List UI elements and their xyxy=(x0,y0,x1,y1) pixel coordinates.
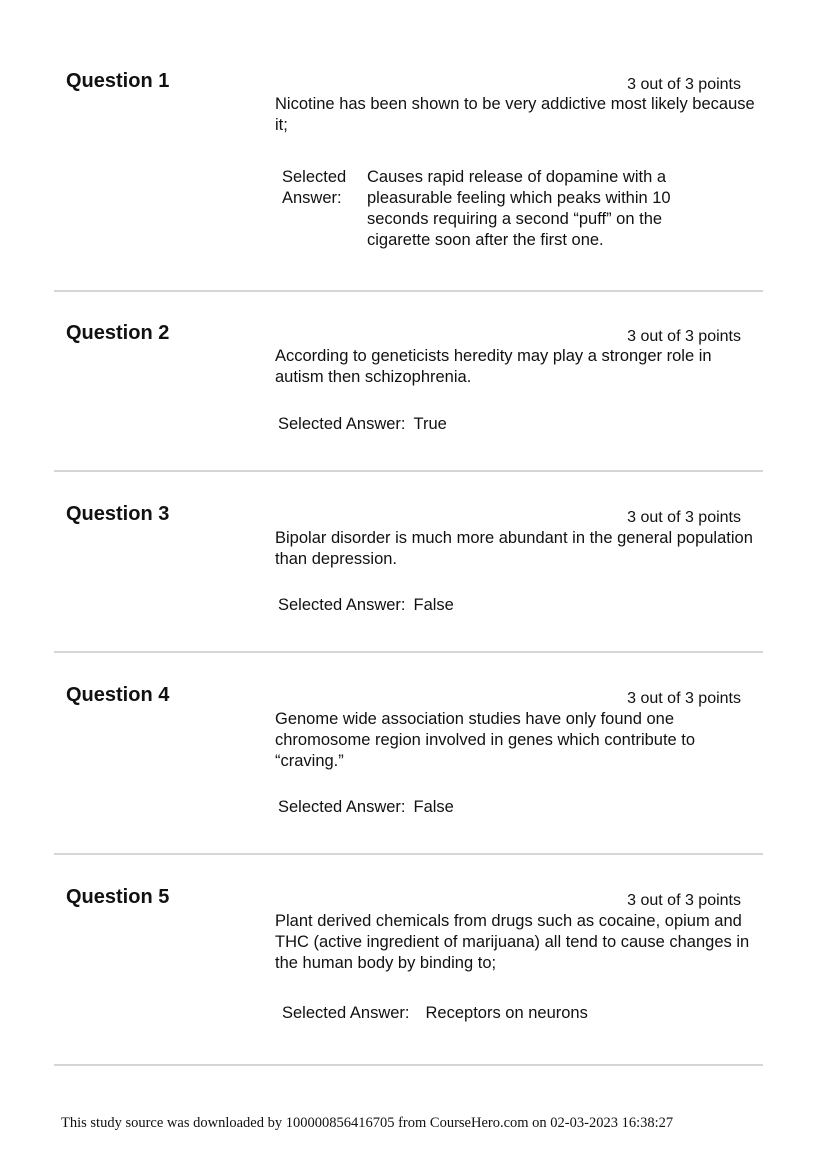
question-5-points: 3 out of 3 points xyxy=(627,892,741,909)
question-2-points: 3 out of 3 points xyxy=(627,328,741,345)
question-1-title: Question 1 xyxy=(66,70,170,92)
question-4-answer xyxy=(278,798,454,817)
answer-label: Selected Answer: xyxy=(282,168,347,207)
question-4-points: 3 out of 3 points xyxy=(627,690,741,707)
question-4-text: Genome wide association studies have only found one chromosome region involved in genes which contribute to “craving.” xyxy=(275,710,696,770)
question-3-points: 3 out of 3 points xyxy=(627,509,741,526)
answer-label: Selected Answer: xyxy=(278,798,406,816)
divider xyxy=(54,290,763,292)
question-1-text: Nicotine has been shown to be very addictive most likely because it; xyxy=(275,95,755,134)
answer-value: Causes rapid release of dopamine with a pleasurable feeling which peaks within 10 seconds requiring a second “puff” on the cigarette soon after the first one. xyxy=(367,168,671,249)
question-3-title: Question 3 xyxy=(66,503,170,525)
answer-value: Receptors on neurons xyxy=(425,1004,588,1022)
answer-value: True xyxy=(413,415,447,433)
divider xyxy=(54,470,763,472)
divider xyxy=(54,1064,763,1066)
question-3-text: Bipolar disorder is much more abundant in the general population than depression. xyxy=(275,529,753,568)
question-2-answer xyxy=(278,415,447,434)
answer-label: Selected Answer: xyxy=(282,1004,410,1022)
question-5-answer xyxy=(282,1004,588,1023)
answer-value: False xyxy=(413,798,454,816)
question-3-answer xyxy=(278,596,454,615)
question-5-text: Plant derived chemicals from drugs such as cocaine, opium and THC (active ingredient of marijuana) all tend to cause changes in the human body by binding to; xyxy=(275,912,750,972)
question-1-points: 3 out of 3 points xyxy=(627,76,741,93)
question-5-title: Question 5 xyxy=(66,886,170,908)
question-2-title: Question 2 xyxy=(66,322,170,344)
question-2-text: According to geneticists heredity may play a stronger role in autism then schizophrenia. xyxy=(275,347,712,386)
answer-label: Selected Answer: xyxy=(278,415,406,433)
answer-label: Selected Answer: xyxy=(278,596,406,614)
answer-value: False xyxy=(413,596,454,614)
divider xyxy=(54,853,763,855)
divider xyxy=(54,651,763,653)
download-footer: This study source was downloaded by 100000856416705 from CourseHero.com on 02-03-2023 16:38:27 xyxy=(61,1115,674,1131)
question-4-title: Question 4 xyxy=(66,684,170,706)
